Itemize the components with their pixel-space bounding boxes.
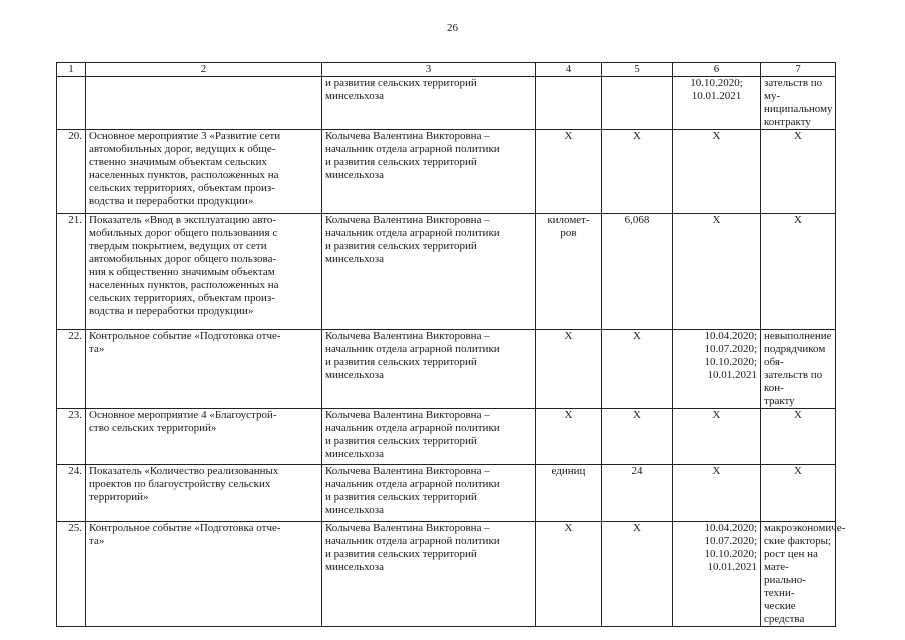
- cell-unit: единиц: [536, 465, 602, 522]
- cell-unit: Х: [536, 522, 602, 627]
- cell-num: 20.: [57, 130, 86, 214]
- cell-responsible: Колычева Валентина Викторовна – начальник отдела аграрной политики и развития сельских территорий минсельхоза: [322, 465, 536, 522]
- column-header: 4: [536, 63, 602, 77]
- cell-value: Х: [602, 409, 673, 465]
- cell-num: 21.: [57, 214, 86, 330]
- cell-responsible: и развития сельских территорий минсельхоза: [322, 77, 536, 130]
- cell-value: Х: [602, 522, 673, 627]
- cell-name: Основное мероприятие 3 «Развитие сети автомобильных дорог, ведущих к обще- ственно значимым объектам сельских населенных пунктов, расположенных на сельских территориях, объектам произ- водства и переработки продукции»: [86, 130, 322, 214]
- cell-responsible: Колычева Валентина Викторовна – начальник отдела аграрной политики и развития сельских территорий минсельхоза: [322, 130, 536, 214]
- cell-risk: макроэкономиче- ские факторы; рост цен на мате- риально-техни- ческие средства: [761, 522, 836, 627]
- cell-risk: Х: [761, 130, 836, 214]
- cell-dates: 10.04.2020; 10.07.2020; 10.10.2020; 10.01.2021: [673, 522, 761, 627]
- cell-risk: невыполнение подрядчиком обя- зательств по кон- тракту: [761, 330, 836, 409]
- cell-risk: Х: [761, 465, 836, 522]
- cell-dates: Х: [673, 130, 761, 214]
- cell-responsible: Колычева Валентина Викторовна – начальник отдела аграрной политики и развития сельских территорий минсельхоза: [322, 522, 536, 627]
- cell-name: Контрольное событие «Подготовка отче- та»: [86, 330, 322, 409]
- cell-unit: Х: [536, 409, 602, 465]
- cell-risk: Х: [761, 409, 836, 465]
- table-row: [57, 130, 836, 214]
- cell-unit: километ- ров: [536, 214, 602, 330]
- cell-dates: Х: [673, 214, 761, 330]
- cell-unit: Х: [536, 130, 602, 214]
- column-header: 7: [761, 63, 836, 77]
- cell-num: 24.: [57, 465, 86, 522]
- cell-unit: Х: [536, 330, 602, 409]
- cell-name: Контрольное событие «Подготовка отче- та»: [86, 522, 322, 627]
- plan-table: [56, 62, 846, 627]
- column-header: 5: [602, 63, 673, 77]
- cell-responsible: Колычева Валентина Викторовна – начальник отдела аграрной политики и развития сельских территорий минсельхоза: [322, 330, 536, 409]
- cell-responsible: Колычева Валентина Викторовна – начальник отдела аграрной политики и развития сельских территорий минсельхоза: [322, 214, 536, 330]
- table-row: [57, 330, 836, 409]
- column-header: 6: [673, 63, 761, 77]
- cell-risk: Х: [761, 214, 836, 330]
- cell-name: Основное мероприятие 4 «Благоустрой- ство сельских территорий»: [86, 409, 322, 465]
- cell-value: 6,068: [602, 214, 673, 330]
- cell-dates: Х: [673, 465, 761, 522]
- cell-value: [602, 77, 673, 130]
- cell-responsible: Колычева Валентина Викторовна – начальник отдела аграрной политики и развития сельских территорий минсельхоза: [322, 409, 536, 465]
- cell-name: Показатель «Количество реализованных проектов по благоустройству сельских территорий»: [86, 465, 322, 522]
- cell-value: 24: [602, 465, 673, 522]
- cell-name: Показатель «Ввод в эксплуатацию авто- мобильных дорог общего пользования с твердым покрытием, ведущих от сети автомобильных дорог общего пользова- ния к общественно значимым объектам населенных пунктов, расположенных на сельских территориях, объектам произ- водства и переработки продукции»: [86, 214, 322, 330]
- table-row: [57, 214, 836, 330]
- column-header: 3: [322, 63, 536, 77]
- cell-value: Х: [602, 330, 673, 409]
- cell-value: Х: [602, 130, 673, 214]
- cell-unit: [536, 77, 602, 130]
- cell-risk: зательств по му- ниципальному контракту: [761, 77, 836, 130]
- cell-dates: 10.10.2020; 10.01.2021: [673, 77, 761, 130]
- table-row: [57, 409, 836, 465]
- cell-num: 22.: [57, 330, 86, 409]
- column-header: 1: [57, 63, 86, 77]
- table-row: [57, 465, 836, 522]
- cell-dates: 10.04.2020; 10.07.2020; 10.10.2020; 10.01.2021: [673, 330, 761, 409]
- cell-name: [86, 77, 322, 130]
- cell-dates: Х: [673, 409, 761, 465]
- page-number: 26: [447, 22, 458, 34]
- cell-num: 23.: [57, 409, 86, 465]
- table-row-continuation: [57, 77, 836, 130]
- cell-num: 25.: [57, 522, 86, 627]
- table-row: [57, 522, 836, 627]
- column-number-row: [57, 63, 836, 77]
- cell-num: [57, 77, 86, 130]
- column-header: 2: [86, 63, 322, 77]
